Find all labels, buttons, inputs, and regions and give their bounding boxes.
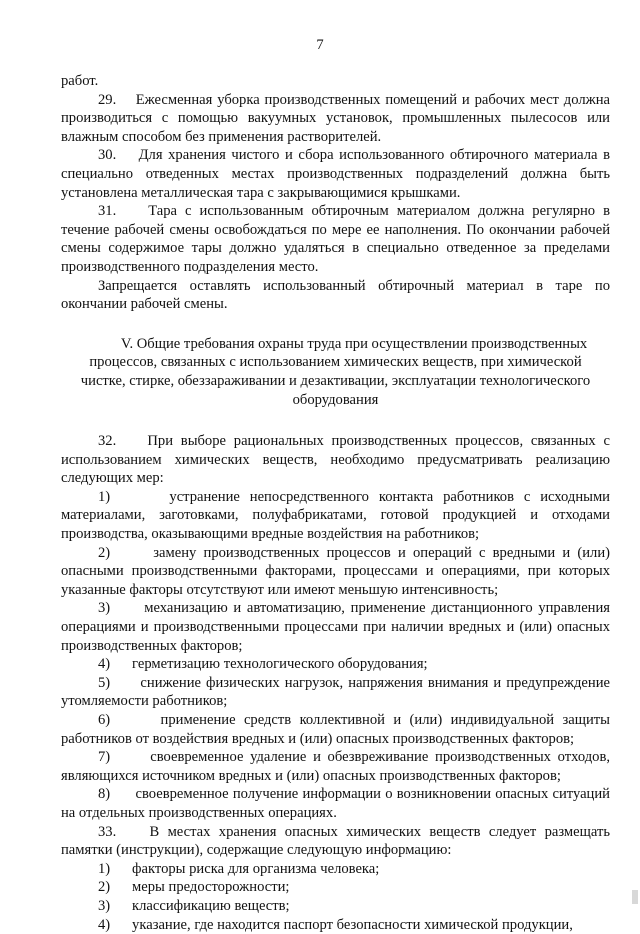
paragraph: 7) своевременное удаление и обезвреживание производственных отходов, являющихся источником вредных и (или) опасных производственных факторов;	[61, 749, 610, 784]
paragraph: работ.	[61, 73, 99, 89]
paragraph: 29. Ежесменная уборка производственных помещений и рабочих мест должна производиться с помощью вакуумных установок, промышленных пылесосов или влажным способом без применения растворителей.	[61, 91, 610, 145]
paragraph: 1) факторы риска для организма человека;	[98, 860, 380, 877]
section-heading: V. Общие требования охраны труда при осуществлении производственных процессов, связанных с использованием химических веществ, при химической чистке, стирке, обеззараживании и дезактивации, эксплуатации технологического оборудования	[80, 335, 591, 408]
paragraph: 33. В местах хранения опасных химических веществ следует размещать памятки (инструкции), содержащие следующую информацию:	[61, 823, 610, 859]
paragraph: 8) своевременное получение информации о возникновении опасных ситуаций на отдельных производственных операциях.	[61, 786, 610, 821]
page-corner-mark	[632, 890, 638, 904]
paragraph: 4) герметизацию технологического оборудования;	[98, 656, 428, 673]
paragraph: 2) замену производственных процессов и операций с вредными и (или) опасными производственными факторами, процессами и операциями, при которых указанные факторы отсутствуют или имеют меньшую интенсивность;	[61, 544, 610, 598]
paragraph: 2) меры предосторожности;	[98, 879, 290, 896]
paragraph: 1) устранение непосредственного контакта работников с исходными материалами, заготовками, полуфабрикатами, готовой продукцией и отходами производства, оказывающими вредные воздействия на работников;	[61, 488, 610, 543]
paragraph: 3) механизацию и автоматизацию, применение дистанционного управления операциями и производственными процессами при наличии вредных и (или) опасных производственных факторов;	[61, 600, 610, 654]
paragraphs-top	[61, 72, 610, 314]
paragraph: Запрещается оставлять использованный обтирочный материал в таре по окончании рабочей смены.	[61, 277, 610, 313]
paragraph: 4) указание, где находится паспорт безопасности химической продукции,	[98, 916, 573, 933]
page-number: 7	[316, 37, 324, 53]
document-body	[61, 72, 610, 934]
paragraph: 5) снижение физических нагрузок, напряжения внимания и предупреждение утомляемости работников;	[61, 674, 610, 710]
paragraph: 31. Тара с использованным обтирочным материалом должна регулярно в течение рабочей смены освобождаться по мере ее наполнения. По окончании рабочей смены содержимое тары должно удаляться в специально отведенное за пределами производственного подразделения место.	[61, 203, 610, 275]
paragraph: 3) классификацию веществ;	[98, 897, 290, 914]
paragraph: 30. Для хранения чистого и сбора использованного обтирочного материала в специально отведенных местах производственных подразделений должна быть установлена металлическая тара с закрывающимися крышками.	[61, 147, 610, 201]
paragraph: 6) применение средств коллективной и (или) индивидуальной защиты работников от воздействия вредных и (или) опасных производственных факторов;	[61, 712, 610, 747]
paragraph: 32. При выборе рациональных производственных процессов, связанных с использованием химических веществ, необходимо предусматривать реализацию следующих мер:	[61, 433, 610, 487]
paragraphs-bottom	[61, 432, 610, 934]
